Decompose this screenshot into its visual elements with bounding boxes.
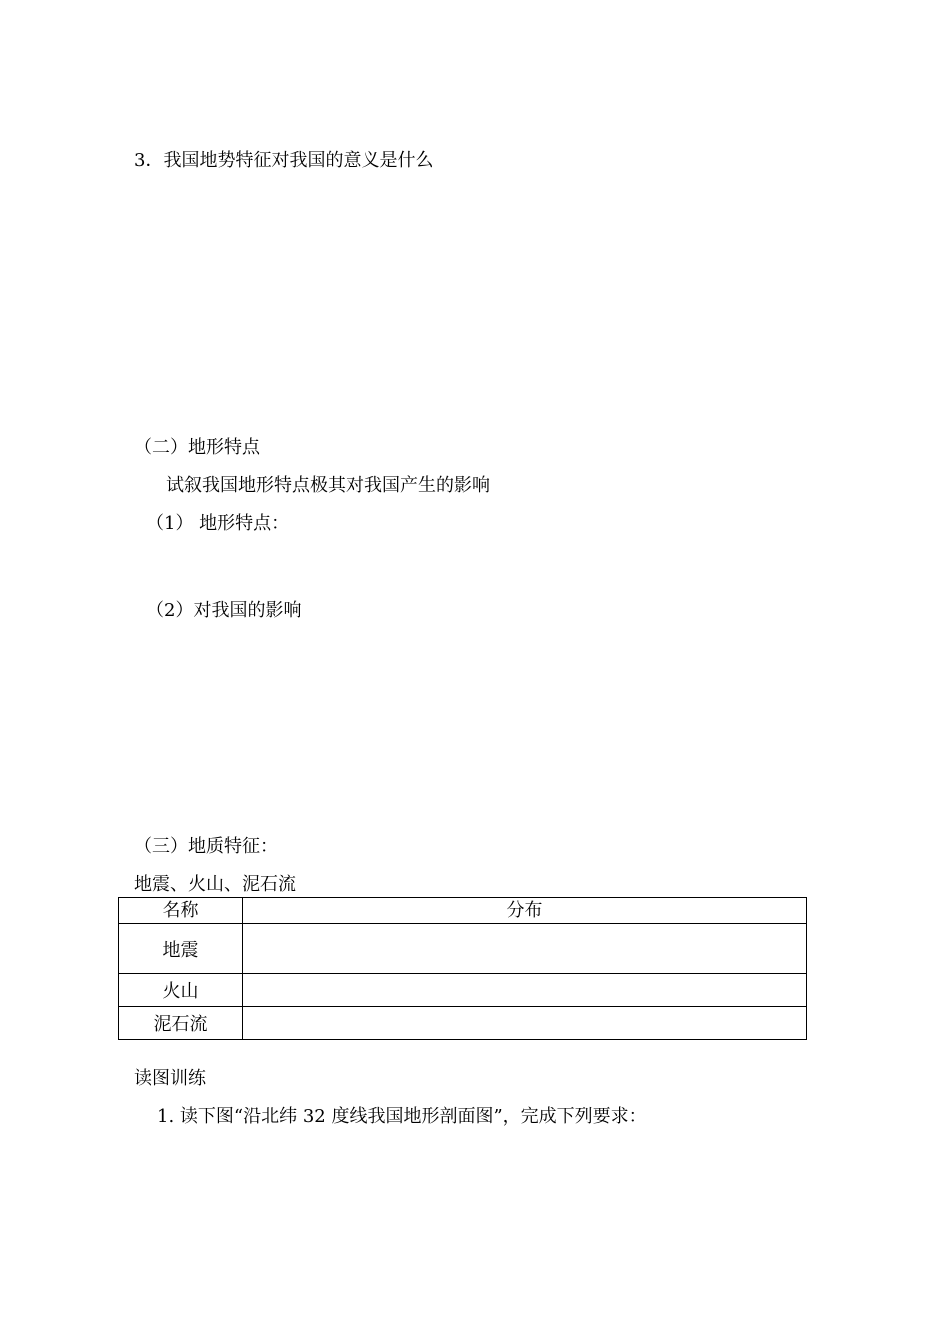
section-2-heading: （二）地形特点 xyxy=(134,437,260,458)
table-header-distribution: 分布 xyxy=(243,898,807,924)
table-row xyxy=(119,1007,807,1040)
question-3: 3．我国地势特征对我国的意义是什么 xyxy=(134,150,434,171)
reading-question-1: 1. 读下图“沿北纬 32 度线我国地形剖面图”，完成下列要求： xyxy=(157,1106,647,1127)
geology-table xyxy=(118,897,807,1040)
table-cell-name: 泥石流 xyxy=(119,1007,243,1040)
section-2-intro: 试叙我国地形特点极其对我国产生的影响 xyxy=(166,475,490,496)
section-3-subheading: 地震、火山、泥石流 xyxy=(134,874,296,895)
table-cell-name: 地震 xyxy=(119,924,243,974)
table-row xyxy=(119,974,807,1007)
table-cell-distribution[interactable] xyxy=(243,924,807,974)
table-cell-distribution[interactable] xyxy=(243,1007,807,1040)
section-2-point-2: （2）对我国的影响 xyxy=(146,600,302,621)
table-header-name: 名称 xyxy=(119,898,243,924)
table-cell-name: 火山 xyxy=(119,974,243,1007)
section-3-heading: （三）地质特征： xyxy=(134,836,278,857)
table-cell-distribution[interactable] xyxy=(243,974,807,1007)
section-2-point-1: （1） 地形特点： xyxy=(146,513,290,534)
reading-heading: 读图训练 xyxy=(134,1068,206,1089)
table-header-row xyxy=(119,898,807,924)
table-row xyxy=(119,924,807,974)
